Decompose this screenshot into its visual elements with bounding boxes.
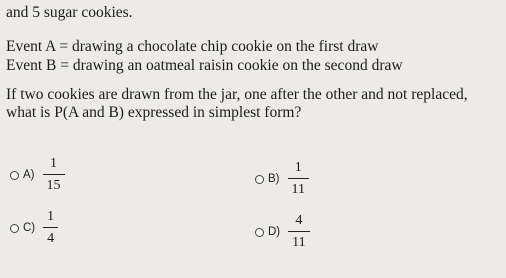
choice-b-numerator: 1 (294, 160, 302, 175)
choice-c-denominator: 4 (47, 231, 55, 247)
radio-button-d[interactable] (255, 228, 264, 237)
choice-d-numerator: 4 (295, 213, 303, 228)
choice-b[interactable] (255, 160, 309, 198)
radio-button-b[interactable] (255, 175, 264, 184)
choice-b-letter: B) (268, 173, 280, 186)
choice-d-letter: D) (268, 226, 281, 239)
choice-c[interactable] (10, 209, 58, 247)
choice-a[interactable] (10, 156, 65, 194)
question-line-2: Event A = drawing a chocolate chip cookie on the first draw (6, 38, 379, 55)
choice-a-numerator: 1 (50, 156, 57, 171)
question-line-4: If two cookies are drawn from the jar, one after the other and not replaced, (6, 86, 468, 103)
choice-d-fraction (288, 213, 309, 251)
choice-c-letter: C) (23, 222, 36, 235)
question-line-5: what is P(A and B) expressed in simplest form? (6, 104, 302, 121)
question-line-3: Event B = drawing an oatmeal raisin cookie on the second draw (6, 57, 403, 74)
question-line-1: and 5 sugar cookies. (6, 4, 133, 21)
choice-c-fraction (43, 209, 58, 247)
choice-a-fraction (43, 156, 65, 194)
choice-c-numerator: 1 (47, 209, 55, 224)
choice-a-denominator: 15 (46, 178, 61, 194)
choice-b-denominator: 11 (291, 182, 305, 198)
choice-a-letter: A) (23, 169, 35, 182)
choice-d-denominator: 11 (292, 235, 306, 251)
choice-d[interactable] (255, 213, 310, 251)
radio-button-c[interactable] (10, 224, 19, 233)
choice-b-fraction (288, 160, 309, 198)
radio-button-a[interactable] (10, 171, 19, 180)
